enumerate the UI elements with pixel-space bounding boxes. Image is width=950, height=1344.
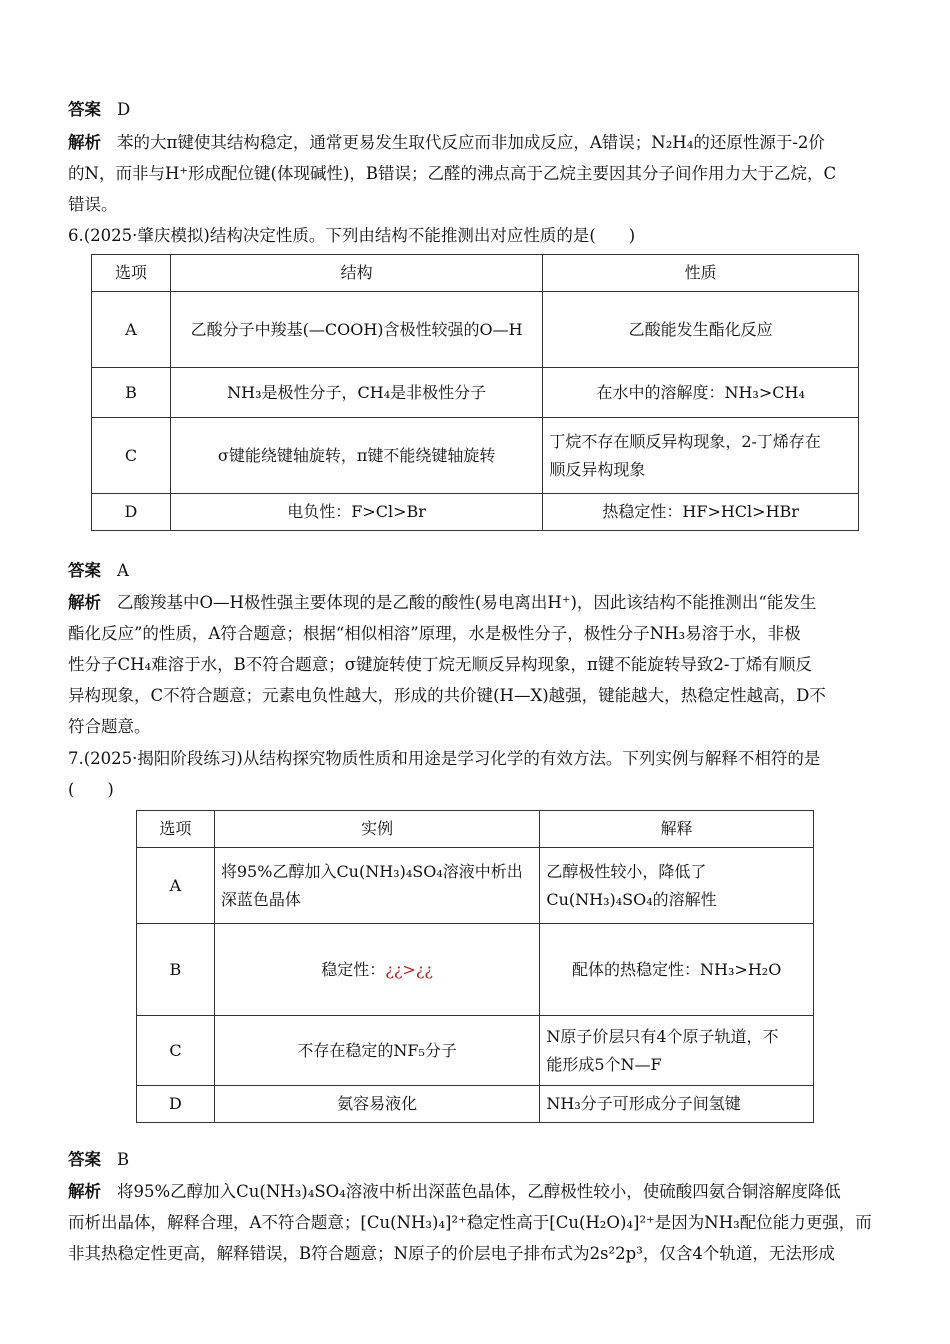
- analysis-label: 解析: [68, 133, 101, 152]
- table-header-row: [137, 811, 814, 848]
- example-cell: [214, 848, 539, 924]
- broken-formula-glyphs: ¿¿>¿¿: [385, 959, 433, 979]
- explain-line: 乙醇极性较小，降低了: [546, 861, 707, 881]
- analysis-label: 解析: [68, 593, 101, 612]
- answer-line: [68, 561, 129, 581]
- structure-cell: 乙酸分子中羧基(—COOH)含极性较强的O—H: [170, 292, 542, 368]
- example-cell: 氨容易液化: [214, 1086, 539, 1123]
- question-stem: ( ): [68, 780, 114, 799]
- analysis-text: 而析出晶体，解释合理，A不符合题意；[Cu(NH₃)₄]²⁺稳定性高于[Cu(H₂O)₄]²⁺是因为NH₃配位能力更强，而: [68, 1213, 872, 1232]
- analysis-text: 将95%乙醇加入Cu(NH₃)₄SO₄溶液中析出深蓝色晶体，乙醇极性较小，使硫酸四氨合铜溶解度降低: [117, 1182, 841, 1201]
- analysis-text: 酯化反应”的性质，A符合题意；根据“相似相溶”原理，水是极性分子，极性分子NH₃易溶于水，非极: [68, 624, 801, 643]
- table-row: [92, 368, 859, 418]
- header-cell: 实例: [214, 811, 539, 848]
- header-cell: 解释: [540, 811, 814, 848]
- example-line: 将95%乙醇加入Cu(NH₃)₄SO₄溶液中析出: [220, 861, 523, 881]
- answer-value: B: [117, 1150, 130, 1169]
- option-cell: D: [137, 1086, 215, 1123]
- question-stem: 6.(2025·肇庆模拟)结构决定性质。下列由结构不能推测出对应性质的是( ): [68, 226, 636, 245]
- property-cell: 在水中的溶解度：NH₃>CH₄: [543, 368, 859, 418]
- example-cell: 不存在稳定的NF₅分子: [214, 1016, 539, 1086]
- table-row: [92, 494, 859, 531]
- option-cell: A: [137, 848, 215, 924]
- option-cell: C: [137, 1016, 215, 1086]
- option-cell: A: [92, 292, 171, 368]
- q6-table: [91, 254, 859, 531]
- property-cell: 热稳定性：HF>HCl>HBr: [543, 494, 859, 531]
- analysis-line: [68, 133, 825, 153]
- property-line: 顺反异构现象: [549, 459, 646, 479]
- table-row: [92, 418, 859, 494]
- example-cell: [214, 924, 539, 1016]
- analysis-text: 性分子CH₄难溶于水，B不符合题意；σ键旋转使丁烷无顺反异构现象，π键不能旋转导致2-丁烯有顺反: [68, 655, 812, 674]
- option-cell: B: [92, 368, 171, 418]
- explain-cell: [540, 848, 814, 924]
- explain-cell: [540, 1016, 814, 1086]
- analysis-text: 乙酸羧基中O—H极性强主要体现的是乙酸的酸性(易电离出H⁺)，因此该结构不能推测出“能发生: [117, 593, 817, 612]
- property-cell: 乙酸能发生酯化反应: [543, 292, 859, 368]
- question-stem: 7.(2025·揭阳阶段练习)从结构探究物质性质和用途是学习化学的有效方法。下列实例与解释不相符的是: [68, 749, 821, 768]
- answer-line: [68, 100, 130, 120]
- header-cell: 选项: [92, 255, 171, 292]
- analysis-line: [68, 593, 816, 613]
- option-cell: B: [137, 924, 215, 1016]
- table-row: [137, 924, 814, 1016]
- explain-line: Cu(NH₃)₄SO₄的溶解性: [546, 889, 717, 909]
- answer-label: 答案: [68, 561, 101, 580]
- explain-line: N原子价层只有4个原子轨道，不: [546, 1026, 779, 1046]
- answer-value: D: [117, 100, 131, 119]
- example-line: 深蓝色晶体: [220, 889, 301, 909]
- structure-cell: NH₃是极性分子，CH₄是非极性分子: [170, 368, 542, 418]
- option-cell: C: [92, 418, 171, 494]
- table-row: [92, 292, 859, 368]
- property-line: 丁烷不存在顺反异构现象，2-丁烯存在: [549, 431, 821, 451]
- analysis-text: 非其热稳定性更高，解释错误，B符合题意；N原子的价层电子排布式为2s²2p³，仅含4个轨道，无法形成: [68, 1244, 835, 1263]
- header-cell: 结构: [170, 255, 542, 292]
- answer-label: 答案: [68, 1150, 101, 1169]
- header-cell: 性质: [543, 255, 859, 292]
- option-cell: D: [92, 494, 171, 531]
- analysis-text: 符合题意。: [68, 717, 151, 736]
- analysis-text: 错误。: [68, 195, 118, 214]
- analysis-text: 异构现象，C不符合题意；元素电负性越大，形成的共价键(H—X)越强，键能越大，热稳定性越高，D不: [68, 686, 826, 705]
- structure-cell: 电负性：F>Cl>Br: [170, 494, 542, 531]
- analysis-label: 解析: [68, 1182, 101, 1201]
- header-cell: 选项: [137, 811, 215, 848]
- table-row: [137, 1016, 814, 1086]
- example-prefix: 稳定性：: [321, 959, 386, 979]
- explain-cell: 配体的热稳定性：NH₃>H₂O: [540, 924, 814, 1016]
- structure-cell: σ键能绕键轴旋转，π键不能绕键轴旋转: [170, 418, 542, 494]
- table-row: [137, 848, 814, 924]
- q7-table: [136, 810, 814, 1123]
- analysis-line: [68, 1182, 841, 1202]
- answer-label: 答案: [68, 100, 101, 119]
- answer-value: A: [117, 561, 129, 580]
- explain-line: 能形成5个N—F: [546, 1054, 662, 1074]
- answer-line: [68, 1150, 129, 1170]
- table-row: [137, 1086, 814, 1123]
- table-header-row: [92, 255, 859, 292]
- property-cell: [543, 418, 859, 494]
- explain-cell: NH₃分子可形成分子间氢键: [540, 1086, 814, 1123]
- analysis-text: 的N，而非与H⁺形成配位键(体现碱性)，B错误；乙醛的沸点高于乙烷主要因其分子间作用力大于乙烷，C: [68, 164, 837, 183]
- analysis-text: 苯的大π键使其结构稳定，通常更易发生取代反应而非加成反应，A错误；N₂H₄的还原性源于-2价: [117, 133, 825, 152]
